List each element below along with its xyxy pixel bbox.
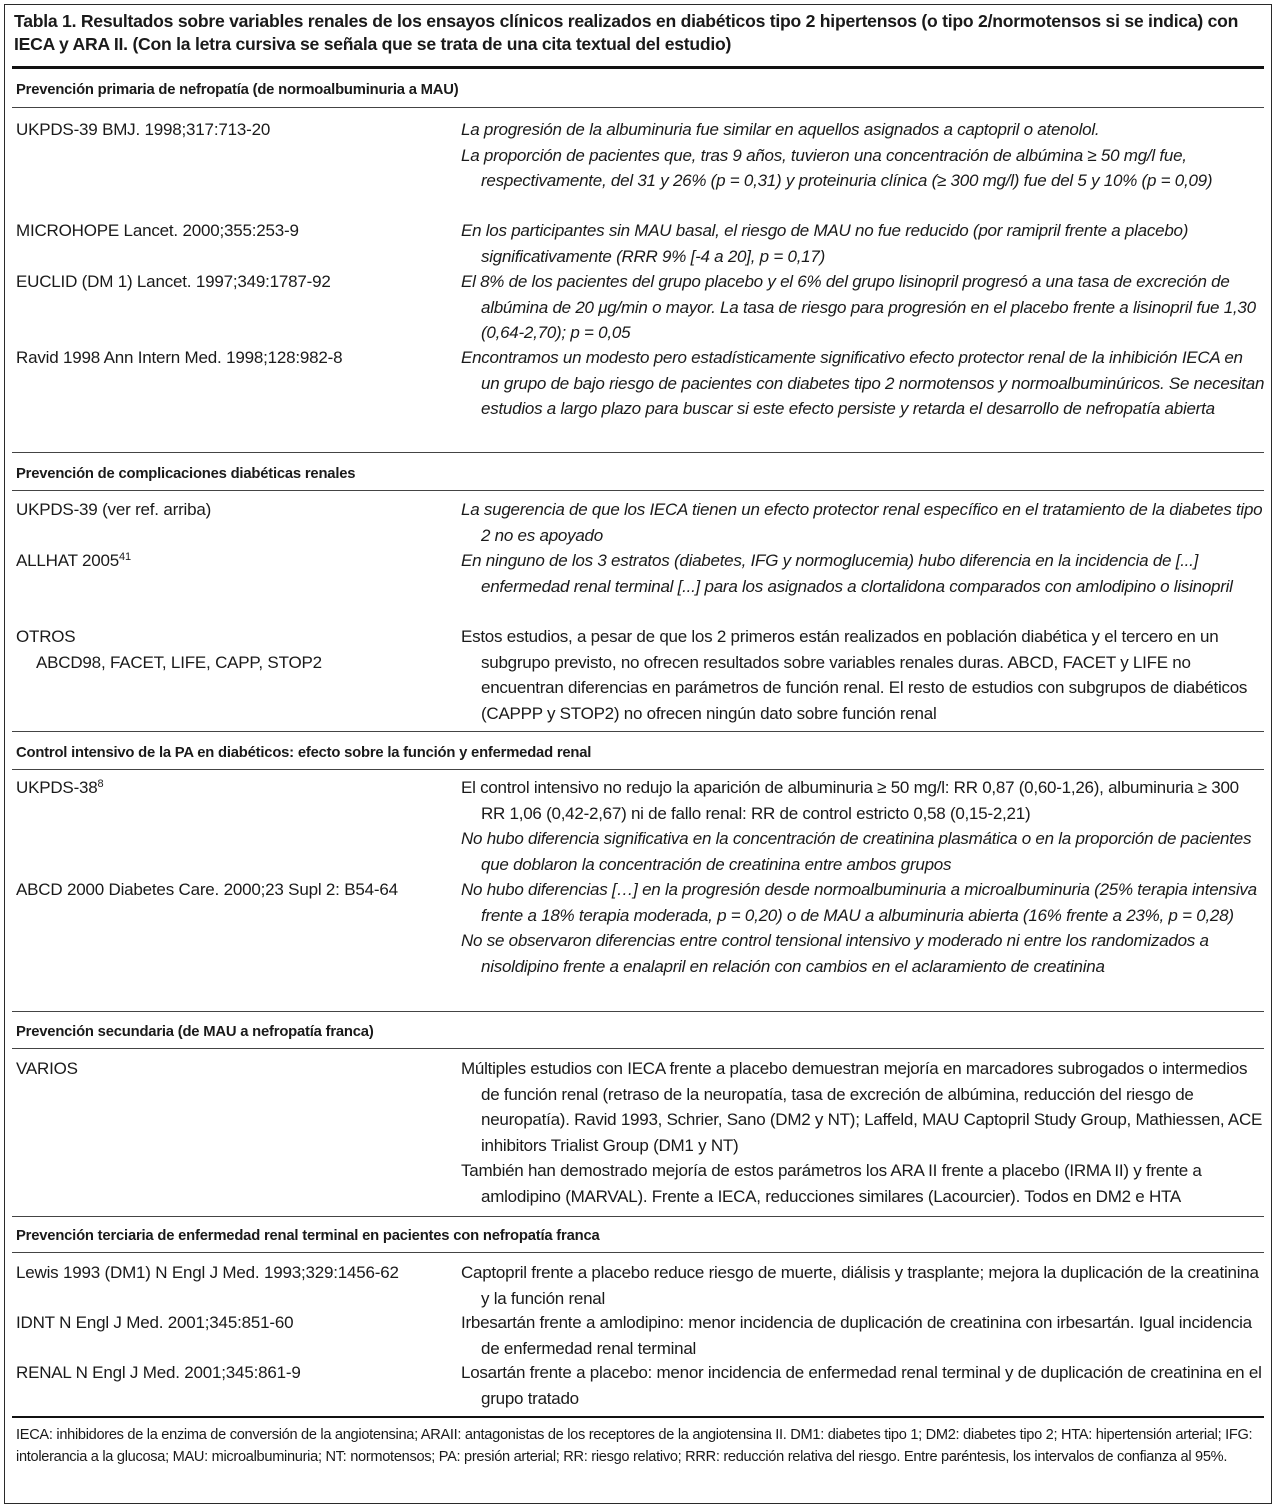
- study-reference: EUCLID (DM 1) Lancet. 1997;349:1787-92: [16, 272, 331, 291]
- result-paragraph: La sugerencia de que los IECA tienen un efecto protector renal específico en el tratamiento de la diabetes tipo 2 no es apoyado: [461, 500, 1263, 545]
- result-paragraph: El 8% de los pacientes del grupo placebo y el 6% del grupo lisinopril progresó a una tasa de excreción de albúmina de 20 μg/min o mayor. La tasa de riesgo para progresión en el placebo frente a lisinopril fue 1,30 (0,64-2,70); p = 0,05: [461, 272, 1256, 342]
- citation-superscript: 41: [119, 551, 131, 563]
- study-reference: MICROHOPE Lancet. 2000;355:253-9: [16, 221, 299, 240]
- study-result: [461, 624, 1265, 726]
- section-heading-secondary-prevention: Prevención secundaria (de MAU a nefropatía franca): [16, 1024, 374, 1040]
- section-heading-intensive-control: Control intensivo de la PA en diabéticos: efecto sobre la función y enfermedad renal: [16, 745, 592, 761]
- title-rule: [12, 66, 1264, 69]
- result-paragraph: Encontramos un modesto pero estadísticamente significativo efecto protector renal de la inhibición IECA en un grupo de bajo riesgo de pacientes con diabetes tipo 2 normotensos y normoalbuminúricos. Se necesitan estudios a largo plazo para buscar si este efecto persiste y retarda el desarrollo de nefropatía abierta: [461, 348, 1265, 418]
- result-paragraph: No se observaron diferencias entre control tensional intensivo y moderado ni entre los randomizados a nisoldipino frente a enalapril en relación con cambios en el aclaramiento de creatinina: [461, 931, 1209, 976]
- table-title: Tabla 1. Resultados sobre variables renales de los ensayos clínicos realizados en diabéticos tipo 2 hipertensos (o tipo 2/normotensos si se indica) con IECA y ARA II. (Con la letra cursiva se señala que se trata de una cita textual del estudio): [14, 11, 1239, 54]
- result-paragraph: Irbesartán frente a amlodipino: menor incidencia de duplicación de creatinina con irbesartán. Igual incidencia de enfermedad renal terminal: [461, 1313, 1252, 1358]
- result-paragraph: No hubo diferencias […] en la progresión desde normoalbuminuria a microalbuminuria (25% terapia intensiva frente a 18% terapia moderada, p = 0,20) o de MAU a albuminuria abierta (16% frente a 23%, p = 0,28): [461, 880, 1257, 925]
- study-result: [461, 775, 1265, 877]
- result-paragraph: Losartán frente a placebo: menor incidencia de enfermedad renal terminal y de duplicación de creatinina en el grupo tratado: [461, 1363, 1262, 1408]
- study-reference: ABCD 2000 Diabetes Care. 2000;23 Supl 2: B54-64: [16, 880, 398, 899]
- result-paragraph: También han demostrado mejoría de estos parámetros los ARA II frente a placebo (IRMA II) y frente a amlodipino (MARVAL). Frente a IECA, reducciones similares (Lacourcier). Todos en DM2 e HTA: [461, 1161, 1202, 1206]
- study-subreference: ABCD98, FACET, LIFE, CAPP, STOP2: [36, 652, 322, 672]
- divider: [12, 1048, 1264, 1049]
- result-paragraph: El control intensivo no redujo la aparición de albuminuria ≥ 50 mg/l: RR 0,87 (0,60-1,26), albuminuria ≥ 300 RR 1,06 (0,42-2,67) ni de fallo renal: RR de control estricto 0,58 (0,15-2,21): [461, 778, 1239, 823]
- study-name: OTROS: [16, 627, 76, 646]
- citation-superscript: 8: [97, 778, 104, 790]
- study-result: [461, 1310, 1265, 1361]
- divider: [12, 452, 1264, 453]
- study-result: [461, 1360, 1265, 1411]
- study-reference: RENAL N Engl J Med. 2001;345:861-9: [16, 1363, 301, 1382]
- result-paragraph: La progresión de la albuminuria fue similar en aquellos asignados a captopril o atenolol.: [461, 120, 1100, 139]
- study-result: [461, 218, 1265, 269]
- study-reference: UKPDS-39 (ver ref. arriba): [16, 500, 212, 519]
- study-reference: Ravid 1998 Ann Intern Med. 1998;128:982-8: [16, 348, 343, 367]
- study-name: ALLHAT 2005: [16, 551, 120, 570]
- result-paragraph: Múltiples estudios con IECA frente a placebo demuestran mejoría en marcadores subrogados o intermedios de función renal (retraso de la neuropatía, tasa de excreción de albúmina, reducción del riesgo de neuropatía). Ravid 1993, Schrier, Sano (DM2 y NT); Laffeld, MAU Captopril Study Group, Mathiessen, ACE inhibitors Trialist Group (DM1 y NT): [461, 1059, 1263, 1155]
- divider: [12, 490, 1264, 491]
- divider: [12, 1011, 1264, 1012]
- divider: [12, 731, 1264, 732]
- divider: [12, 769, 1264, 770]
- study-result: [461, 548, 1265, 599]
- section-heading-primary-prevention: Prevención primaria de nefropatía (de normoalbuminuria a MAU): [16, 82, 459, 98]
- result-paragraph: La proporción de pacientes que, tras 9 años, tuvieron una concentración de albúmina ≥ 50 mg/l fue, respectivamente, del 31 y 26% (p = 0,31) y proteinuria clínica (≥ 300 mg/l) fue del 5 y 10% (p = 0,09): [461, 145, 1213, 190]
- study-reference: [16, 548, 446, 574]
- result-paragraph: En los participantes sin MAU basal, el riesgo de MAU no fue reducido (por ramipril frente a placebo) significativamente (RRR 9% [-4 a 20], p = 0,17): [461, 221, 1189, 266]
- divider: [12, 107, 1264, 108]
- study-result: [461, 877, 1265, 979]
- study-reference: VARIOS: [16, 1059, 78, 1078]
- study-result: [461, 269, 1265, 346]
- divider: [12, 1216, 1264, 1217]
- result-paragraph: En ninguno de los 3 estratos (diabetes, IFG y normoglucemia) hubo diferencia en la incidencia de [...] enfermedad renal terminal [...] para los asignados a clortalidona comparados con amlodipino o lisinopril: [461, 551, 1233, 596]
- result-paragraph: Estos estudios, a pesar de que los 2 primeros están realizados en población diabética y el tercero en un subgrupo previsto, no ofrecen resultados sobre variables renales duras. ABCD, FACET y LIFE no encuentran diferencias en parámetros de función renal. El resto de estudios con subgrupos de diabéticos (CAPPP y STOP2) no ofrecen ningún dato sobre función renal: [461, 627, 1248, 723]
- study-reference: IDNT N Engl J Med. 2001;345:851-60: [16, 1313, 294, 1332]
- study-reference: [16, 775, 446, 801]
- table-footnote: IECA: inhibidores de la enzima de conversión de la angiotensina; ARAII: antagonistas de los receptores de la angiotensina II. DM1: diabetes tipo 1; DM2: diabetes tipo 2; HTA: hipertensión arterial; IFG: intolerancia a la glucosa; MAU: microalbuminuria; NT: normotensos; PA: presión arterial; RR: riesgo relativo; RRR: reducción relativa del riesgo. Entre paréntesis, los intervalos de confianza al 95%.: [16, 1427, 1253, 1465]
- result-paragraph: Captopril frente a placebo reduce riesgo de muerte, diálisis y trasplante; mejora la duplicación de la creatinina y la función renal: [461, 1263, 1259, 1308]
- study-result: [461, 1056, 1265, 1209]
- section-heading-tertiary-prevention: Prevención terciaria de enfermedad renal terminal en pacientes con nefropatía franca: [16, 1228, 600, 1244]
- study-result: [461, 117, 1265, 194]
- divider: [12, 1252, 1264, 1253]
- study-result: [461, 1260, 1265, 1311]
- study-result: [461, 497, 1265, 548]
- footnote-rule: [12, 1416, 1264, 1418]
- section-heading-renal-complications: Prevención de complicaciones diabéticas renales: [16, 466, 356, 482]
- study-name: UKPDS-38: [16, 778, 98, 797]
- study-result: [461, 345, 1265, 422]
- study-reference: UKPDS-39 BMJ. 1998;317:713-20: [16, 120, 271, 139]
- study-reference: [16, 624, 446, 675]
- result-paragraph: No hubo diferencia significativa en la concentración de creatinina plasmática o en la proporción de pacientes que doblaron la concentración de creatinina entre ambos grupos: [461, 829, 1252, 874]
- study-reference: Lewis 1993 (DM1) N Engl J Med. 1993;329:1456-62: [16, 1263, 399, 1282]
